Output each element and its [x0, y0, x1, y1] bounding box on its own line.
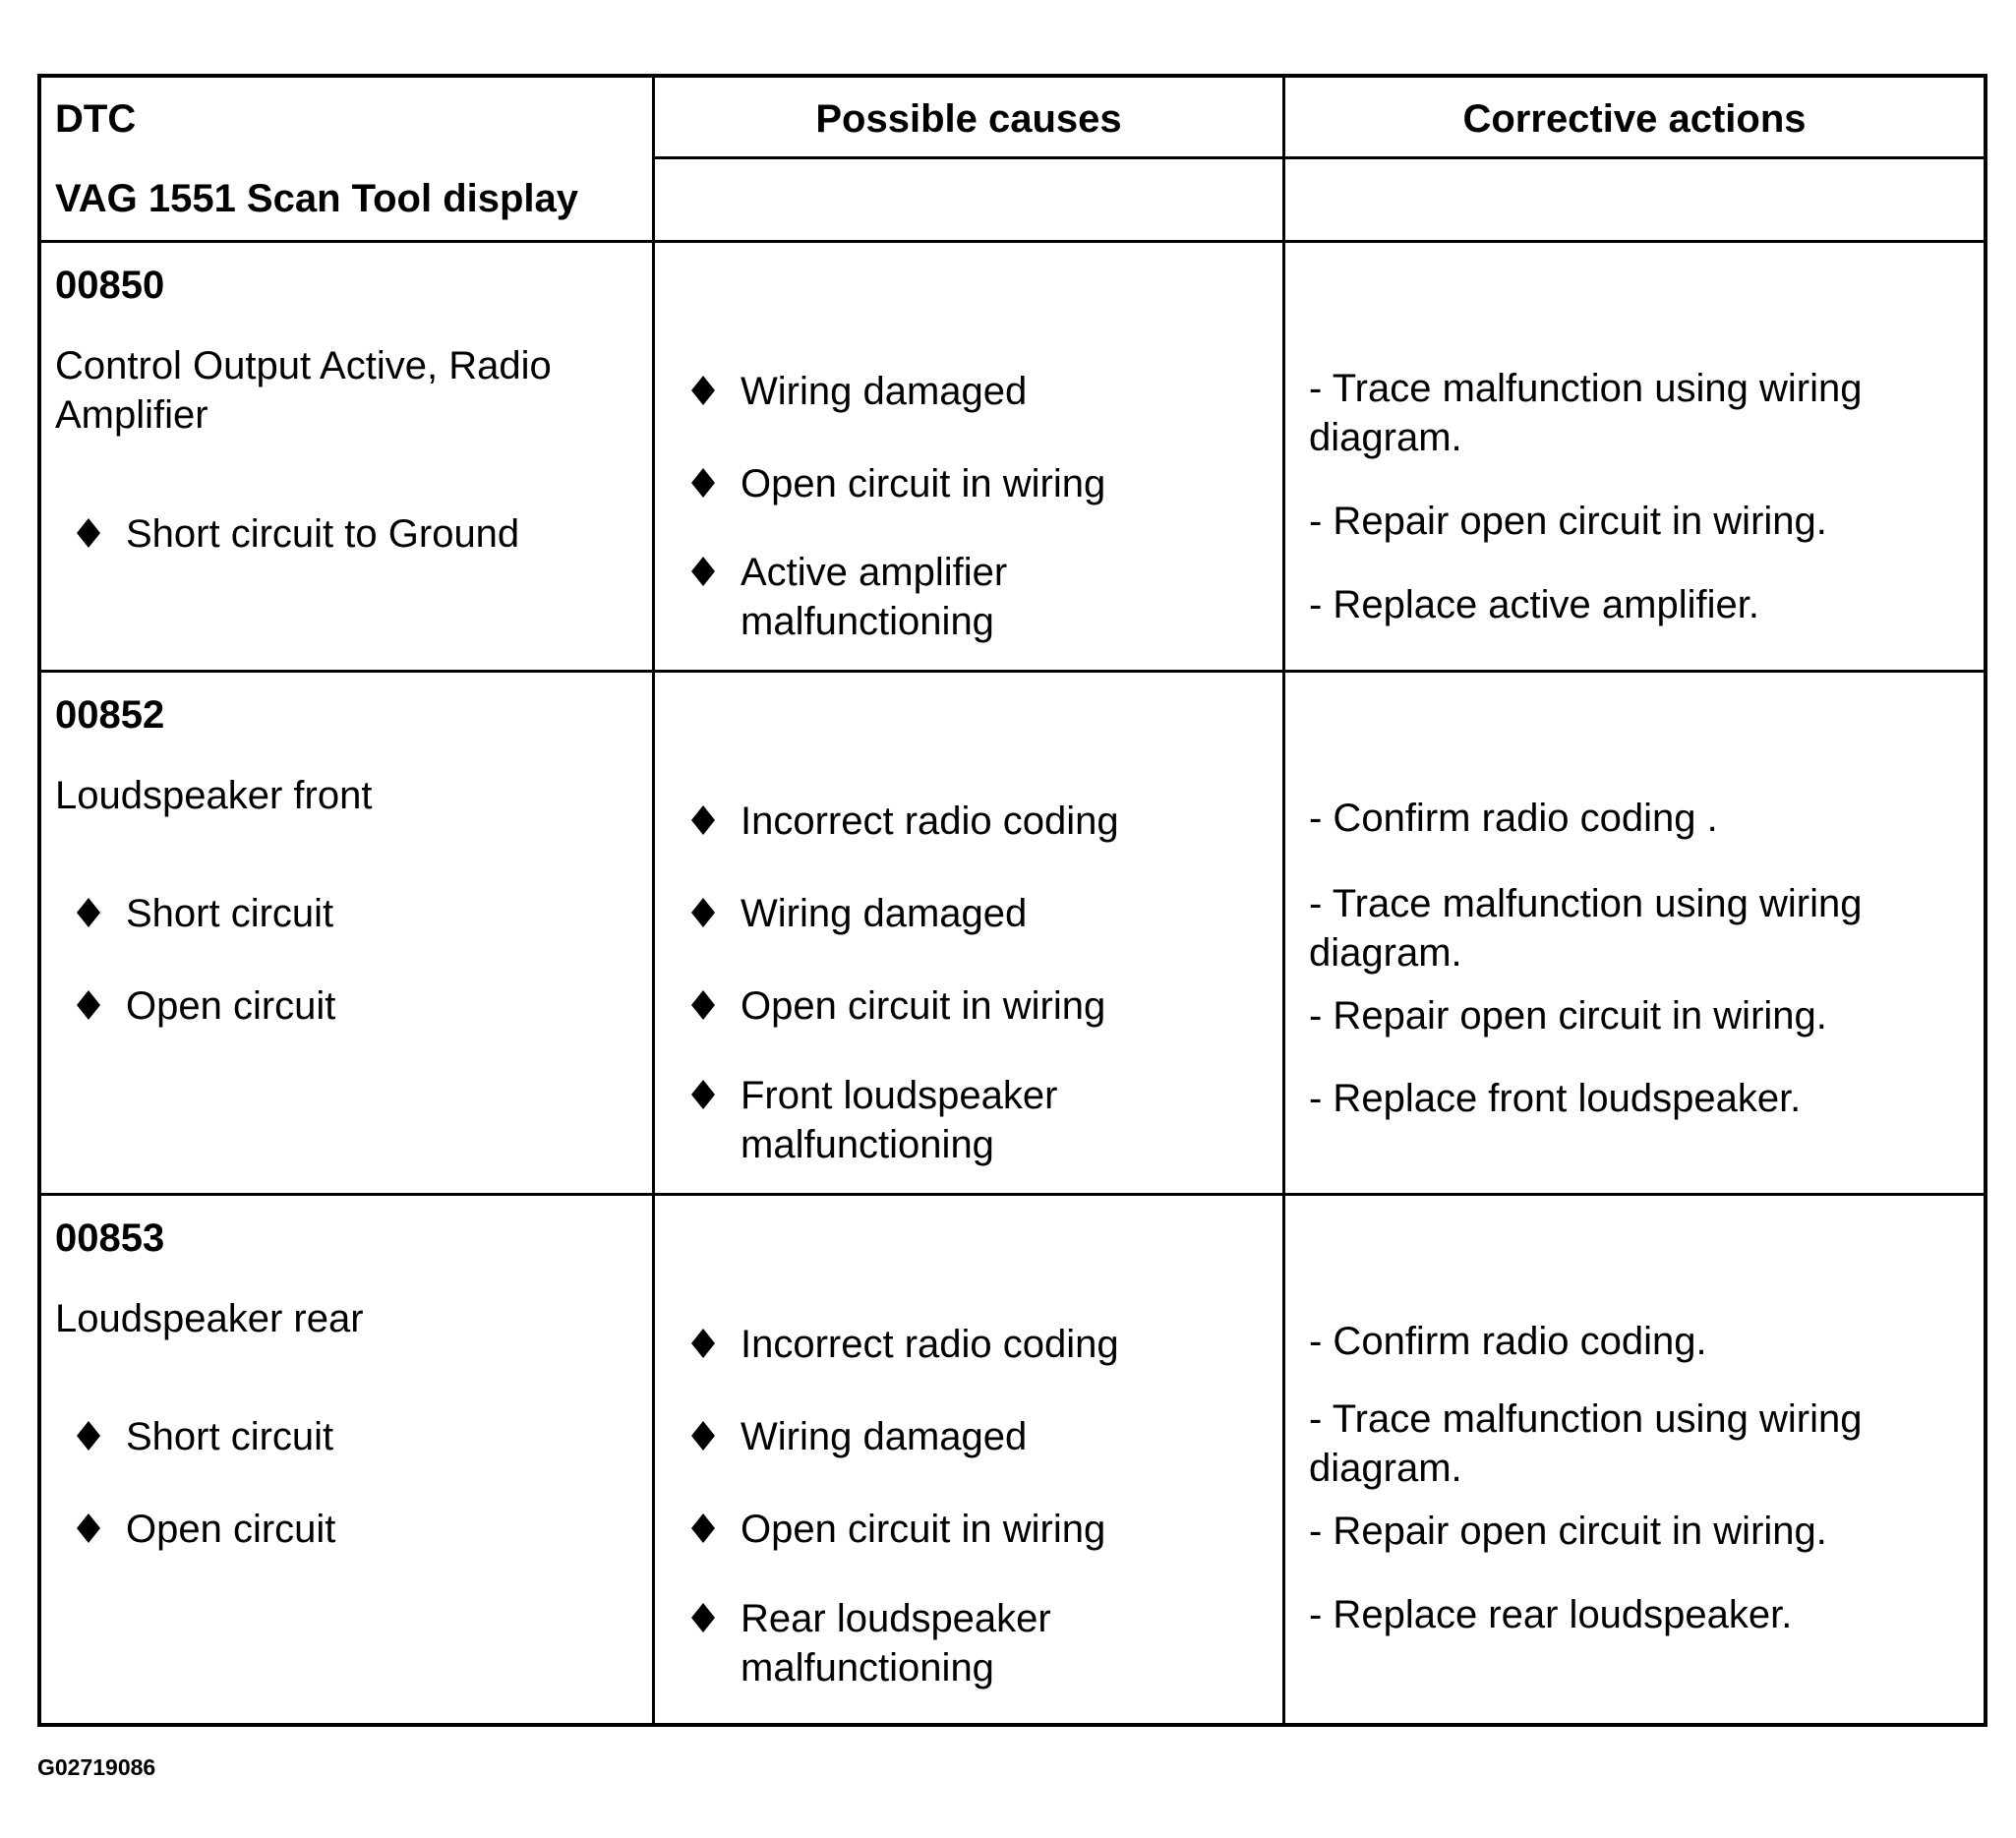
dtc-condition: Short circuit to Ground	[126, 512, 520, 556]
header-corrective-actions: Corrective actions	[1462, 97, 1807, 141]
dtc-code: 00852	[55, 693, 165, 737]
corrective-action: - Replace rear loudspeaker.	[1309, 1593, 1793, 1636]
corrective-action: - Confirm radio coding .	[1309, 797, 1718, 840]
table-border-right	[1984, 74, 1987, 1727]
header-subdivider	[652, 156, 1987, 159]
table-border-left	[37, 74, 41, 1727]
corrective-action: - Confirm radio coding.	[1309, 1320, 1707, 1363]
row-divider-3	[37, 1193, 1987, 1196]
possible-cause: Wiring damaged	[741, 370, 1028, 413]
dtc-description: Loudspeaker rear	[55, 1297, 364, 1340]
corrective-action: - Replace active amplifier.	[1309, 583, 1759, 626]
dtc-condition: Short circuit	[126, 892, 334, 935]
possible-cause: Open circuit in wiring	[741, 984, 1106, 1028]
dtc-table	[37, 74, 1987, 1727]
header-dtc: DTC	[55, 97, 137, 141]
possible-cause: Incorrect radio coding	[741, 1323, 1119, 1366]
corrective-action: - Repair open circuit in wiring.	[1309, 500, 1827, 543]
dtc-description: Loudspeaker front	[55, 774, 373, 817]
possible-cause: Front loudspeaker malfunctioning	[741, 1074, 1058, 1166]
dtc-code: 00850	[55, 264, 165, 307]
dtc-description: Control Output Active, Radio Amplifier	[55, 344, 552, 437]
table-border-top	[37, 74, 1987, 78]
possible-cause: Incorrect radio coding	[741, 800, 1119, 843]
possible-cause: Open circuit in wiring	[741, 1508, 1106, 1551]
corrective-action: - Repair open circuit in wiring.	[1309, 1510, 1827, 1553]
dtc-code: 00853	[55, 1216, 165, 1260]
dtc-condition: Open circuit	[126, 984, 336, 1028]
header-possible-causes: Possible causes	[815, 97, 1122, 141]
possible-cause: Wiring damaged	[741, 1415, 1028, 1458]
possible-cause: Rear loudspeaker malfunctioning	[741, 1597, 1051, 1690]
possible-cause: Wiring damaged	[741, 892, 1028, 935]
dtc-condition: Open circuit	[126, 1508, 336, 1551]
row-divider-2	[37, 670, 1987, 673]
corrective-action: - Trace malfunction using wiring diagram.	[1309, 1397, 1863, 1490]
possible-cause: Active amplifier malfunctioning	[741, 551, 1008, 643]
corrective-action: - Replace front loudspeaker.	[1309, 1077, 1802, 1120]
corrective-action: - Repair open circuit in wiring.	[1309, 994, 1827, 1038]
column-divider-2	[1282, 74, 1285, 1727]
header-scan-tool-display: VAG 1551 Scan Tool display	[55, 177, 579, 220]
figure-id: G02719086	[37, 1754, 156, 1780]
table-border-bottom	[37, 1723, 1987, 1727]
corrective-action: - Trace malfunction using wiring diagram.	[1309, 367, 1863, 459]
row-divider-1	[37, 240, 1987, 243]
column-divider-1	[652, 74, 655, 1727]
dtc-condition: Short circuit	[126, 1415, 334, 1458]
corrective-action: - Trace malfunction using wiring diagram.	[1309, 882, 1863, 975]
possible-cause: Open circuit in wiring	[741, 462, 1106, 505]
